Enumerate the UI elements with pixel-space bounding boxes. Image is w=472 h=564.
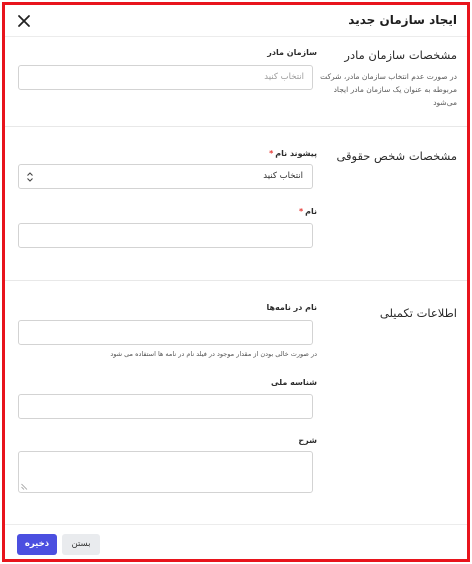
name-label — [299, 207, 317, 216]
dialog — [2, 2, 470, 562]
parent-org-label: سازمان مادر — [267, 48, 317, 57]
prefix-label — [269, 149, 317, 158]
national-id-label: شناسه ملی — [271, 378, 317, 387]
required-mark: * — [298, 207, 304, 216]
dialog-footer — [5, 524, 467, 562]
dialog-title: ایجاد سازمان جدید — [348, 13, 457, 27]
save-button[interactable]: ذخیره — [17, 534, 57, 555]
close-icon — [14, 11, 34, 31]
dialog-body — [5, 38, 467, 514]
close-button[interactable] — [14, 11, 34, 31]
name-field[interactable] — [18, 223, 313, 248]
description-label: شرح — [298, 436, 317, 445]
required-mark: * — [269, 149, 274, 158]
section-description-parent: در صورت عدم انتخاب سازمان مادر، شرکت مربوطه به عنوان یک سازمان مادر ایجاد می‌شود — [320, 72, 457, 107]
letter-name-help: در صورت خالی بودن از مقدار موجود در فیلد نام در نامه ها استفاده می شود — [110, 350, 317, 358]
section-divider — [5, 280, 467, 281]
section-title-legal: مشخصات شخص حقوقی — [336, 149, 457, 163]
prefix-select-value: انتخاب کنید — [263, 171, 303, 181]
letter-name-field[interactable] — [18, 320, 313, 345]
sort-arrows-icon — [26, 171, 34, 183]
section-divider — [5, 126, 467, 127]
resize-grip-icon[interactable] — [21, 483, 28, 490]
letter-name-label: نام در نامه‌ها — [266, 303, 317, 312]
section-title-parent: مشخصات سازمان مادر — [344, 48, 457, 62]
national-id-field[interactable] — [18, 394, 313, 419]
cancel-button[interactable]: بستن — [62, 534, 100, 555]
section-title-extra: اطلاعات تکمیلی — [379, 306, 457, 320]
description-textarea[interactable] — [18, 451, 313, 493]
name-prefix-select[interactable] — [18, 164, 313, 189]
dialog-header — [5, 5, 467, 37]
parent-org-field[interactable] — [18, 65, 313, 90]
prefix-label-text: پیشوند نام — [275, 149, 317, 158]
parent-org-placeholder: انتخاب کنید — [264, 72, 304, 82]
name-label-text: نام — [305, 207, 317, 216]
